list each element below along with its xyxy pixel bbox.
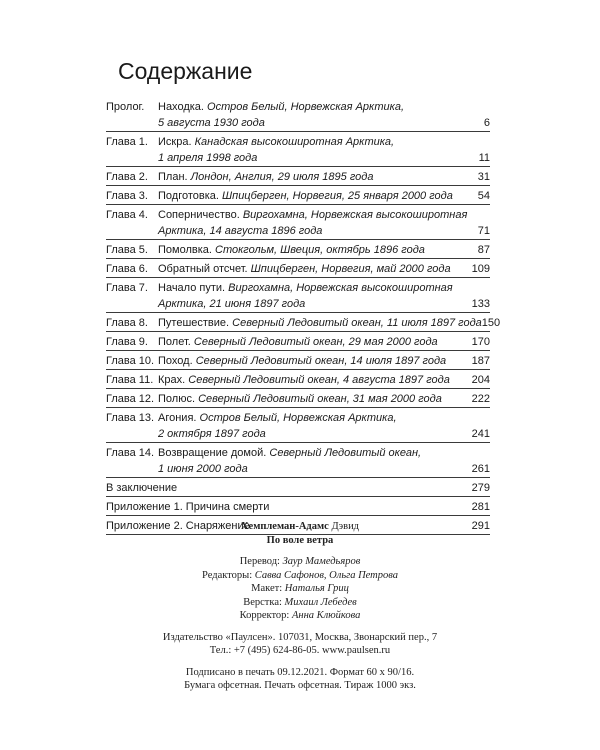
toc-chapter-label: Глава 6. xyxy=(106,263,148,275)
page-title: Содержание xyxy=(118,58,253,84)
toc-place-cont: Арктика, 21 июня 1897 года xyxy=(158,298,306,310)
author-line: Хемплеман-Адамс Дэвид xyxy=(240,521,360,532)
toc-entry xyxy=(106,278,490,313)
toc-chapter-label: Глава 2. xyxy=(106,171,148,183)
toc-entry xyxy=(106,497,490,516)
book-title: По воле ветра xyxy=(266,534,334,546)
toc-chapter-label: Глава 13. xyxy=(106,412,155,424)
toc-heading: Полет. xyxy=(158,336,191,348)
proofreader-line: Корректор: Анна Клюйкова xyxy=(239,610,361,621)
toc-page-number: 222 xyxy=(471,393,490,405)
toc-heading: План. xyxy=(158,171,188,183)
toc-chapter-label: Глава 7. xyxy=(106,282,148,294)
toc-chapter-label: Глава 5. xyxy=(106,244,148,256)
typesetter-line: Верстка: Михаил Лебедев xyxy=(243,596,357,608)
toc-page-number: 291 xyxy=(471,520,490,532)
toc-heading: Искра. xyxy=(158,136,192,148)
toc-place: Шпицберген, Норвегия, 25 января 2000 года xyxy=(222,190,453,202)
toc-entry xyxy=(106,408,490,443)
toc-entry xyxy=(106,240,490,259)
toc-place-cont: 1 апреля 1998 года xyxy=(158,152,258,164)
toc-entry xyxy=(106,313,501,332)
editors-line: Редакторы: Савва Сафонов, Ольга Петрова xyxy=(202,569,398,581)
toc-heading: Подготовка. xyxy=(158,190,219,202)
toc-entry xyxy=(106,332,490,351)
toc-heading: Агония. xyxy=(158,412,197,424)
toc-chapter-label: Глава 14. xyxy=(106,447,155,459)
toc-chapter-label: Глава 12. xyxy=(106,393,155,405)
toc-place-cont: Арктика, 14 августа 1896 года xyxy=(158,225,323,237)
toc-heading: Крах. xyxy=(158,374,186,386)
toc-place: Северный Ледовитый океан, 4 августа 1897 года xyxy=(188,374,450,386)
toc-page-number: 109 xyxy=(471,263,490,275)
table-of-contents xyxy=(106,97,501,535)
toc-entry xyxy=(106,186,490,205)
toc-chapter-label: Глава 11. xyxy=(106,374,154,386)
toc-chapter-label: Глава 8. xyxy=(106,317,148,329)
toc-entry xyxy=(106,389,490,408)
toc-page-number: 6 xyxy=(483,117,490,129)
publisher-line: Издательство «Паулсен». 107031, Москва, Звонарский пер., 7 xyxy=(162,631,438,643)
toc-page-number: 261 xyxy=(471,463,490,475)
toc-page-number: 241 xyxy=(471,428,490,440)
toc-entry xyxy=(106,132,490,167)
toc-place-cont: 2 октября 1897 года xyxy=(158,428,266,440)
toc-place: Северный Ледовитый океан, 11 июля 1897 года xyxy=(232,317,482,329)
toc-page-number: 133 xyxy=(471,298,490,310)
phone-line: Тел.: +7 (495) 624-86-05. www.paulsen.ru xyxy=(209,645,391,656)
toc-chapter-label: Глава 1. xyxy=(106,136,148,148)
toc-chapter-label: Глава 3. xyxy=(106,190,148,202)
imprint-block xyxy=(0,520,600,693)
toc-heading: Поход. xyxy=(158,355,193,367)
toc-page-number: 187 xyxy=(471,355,490,367)
toc-entry xyxy=(106,167,490,186)
toc-place: Шпицберген, Норвегия, май 2000 года xyxy=(250,263,451,275)
toc-place: Северный Ледовитый океан, 31 мая 2000 года xyxy=(198,393,442,405)
print-line-2: Бумага офсетная. Печать офсетная. Тираж 1000 экз. xyxy=(184,680,416,691)
toc-entry xyxy=(106,259,490,278)
toc-heading: Помолвка. xyxy=(158,244,212,256)
toc-place: Северный Ледовитый океан, 14 июля 1897 года xyxy=(195,355,447,367)
toc-heading: В заключение xyxy=(106,482,178,494)
toc-entry xyxy=(106,443,490,478)
toc-place: Виргохамна, Норвежская высокоширотная xyxy=(242,209,468,221)
toc-heading: Начало пути. xyxy=(158,282,226,294)
toc-entry xyxy=(106,97,490,132)
toc-page-number: 31 xyxy=(477,171,490,183)
toc-place: Стокгольм, Швеция, октябрь 1896 года xyxy=(215,244,425,256)
toc-place: Северный Ледовитый океан, 29 мая 2000 года xyxy=(193,336,438,348)
toc-heading: Приложение 1. Причина смерти xyxy=(106,501,270,513)
toc-page-number: 71 xyxy=(477,225,490,237)
toc-place: Лондон, Англия, 29 июля 1895 года xyxy=(190,171,374,183)
toc-page-number: 170 xyxy=(471,336,490,348)
toc-entry xyxy=(106,370,490,389)
toc-page-number: 11 xyxy=(478,152,490,164)
toc-place: Остров Белый, Норвежская Арктика, xyxy=(199,412,397,424)
toc-place: Канадская высокоширотная Арктика, xyxy=(194,136,395,148)
toc-heading: Соперничество. xyxy=(158,209,240,221)
toc-page-number: 204 xyxy=(471,374,490,386)
translator-line: Перевод: Заур Мамедьяров xyxy=(239,556,361,567)
layout-line: Макет: Наталья Гриц xyxy=(251,583,349,594)
toc-page-number: 54 xyxy=(477,190,490,202)
toc-page-number: 150 xyxy=(481,317,501,329)
toc-heading: Приложение 2. Снаряжение xyxy=(106,520,250,532)
toc-chapter-label: Глава 10. xyxy=(106,355,155,367)
toc-place: Северный Ледовитый океан, xyxy=(269,447,422,459)
toc-page-number: 281 xyxy=(471,501,490,513)
toc-chapter-label: Глава 4. xyxy=(106,209,148,221)
toc-page-number: 279 xyxy=(471,482,490,494)
print-line-1: Подписано в печать 09.12.2021. Формат 60 х 90/16. xyxy=(185,666,415,678)
toc-place: Виргохамна, Норвежская высокоширотная xyxy=(228,282,453,294)
toc-place: Остров Белый, Норвежская Арктика, xyxy=(207,101,405,113)
toc-heading: Находка. xyxy=(158,101,204,113)
toc-entry xyxy=(106,351,490,370)
toc-heading: Полюс. xyxy=(158,393,196,405)
toc-place-cont: 5 августа 1930 года xyxy=(158,117,265,129)
toc-place-cont: 1 июня 2000 года xyxy=(158,463,248,475)
toc-heading: Путешествие. xyxy=(158,317,230,329)
toc-heading: Возвращение домой. xyxy=(158,447,267,459)
toc-entry xyxy=(106,478,490,497)
toc-chapter-label: Пролог. xyxy=(106,101,145,113)
toc-page-number: 87 xyxy=(477,244,490,256)
toc-entry xyxy=(106,205,490,240)
toc-chapter-label: Глава 9. xyxy=(106,336,148,348)
toc-heading: Обратный отсчет. xyxy=(158,263,248,275)
